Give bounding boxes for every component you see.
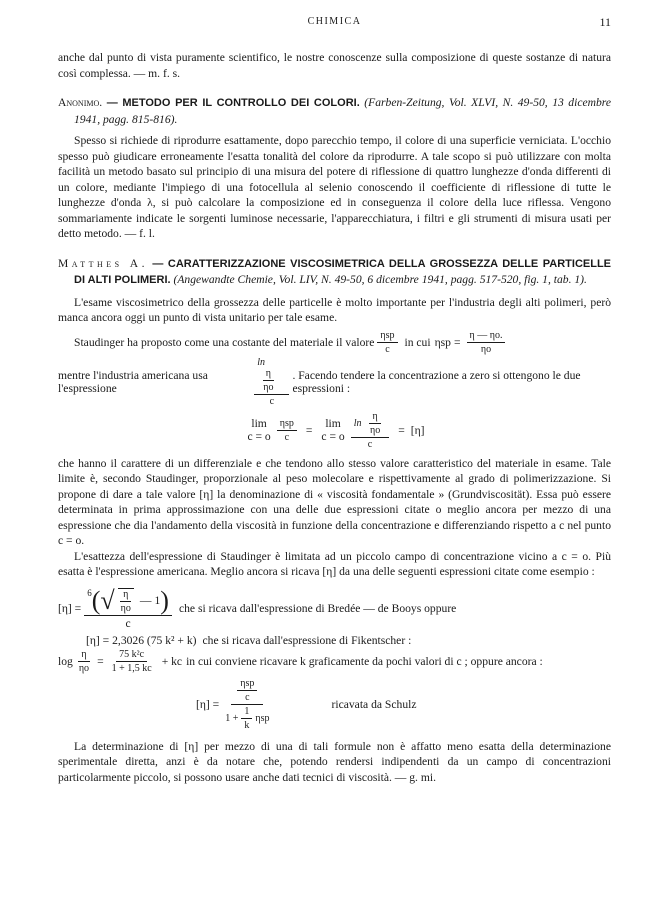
f1-text: che si ricava dall'espressione di Bredée — de Booys oppure: [178, 602, 457, 615]
article2-author: Matthes A.: [58, 256, 149, 270]
bracket-eta-eq: [η] =: [58, 602, 82, 615]
fraction-eta-sp-over-c: [237, 678, 257, 703]
running-head: [58, 0, 611, 36]
article1-body: Spesso si richiede di riprodurre esattamente, dopo parecchio tempo, il colore di una superficie verniciata. L'occhio spesso può giudicare erroneamente l'esatta tonalità del colore da riprodurre. A tale scopo si può utilizzare con molta facilità un metodo basato sul principio di una misura del potere di riflessione di quattro lunghezze d'onda differenti di un colore, mediante l'impiego di una fotocellula al selenio conoscendo il coefficiente di riflessione di tutte le lunghezze d'onda λ, si può calcolare la composizione ed in conseguenza il colore della luce riflessa. Vengono sommariamente indicate le sorgenti luminose necessarie, l'apparecchiatura, i filtri e gli strumenti di misura usati per detto metodo. — f. l.: [58, 134, 611, 240]
f4-text: ricavata da Schulz: [331, 697, 417, 711]
frac-num: [84, 585, 172, 616]
frac-den: ηo: [78, 662, 90, 674]
equals-sign: =: [453, 335, 461, 349]
eta-sp-symbol: ηsp: [255, 712, 270, 724]
ln-symbol: ln: [257, 356, 266, 368]
frac-den: c: [125, 616, 131, 630]
frac-num: [231, 678, 263, 705]
frac-den: c: [367, 438, 373, 450]
article2-title: — CARATTERIZZAZIONE VISCOSIMETRICA DELLA GROSSEZZA DELLE PARTICELLE DI ALTI POLIMERI.: [74, 257, 611, 286]
frac-num: η: [263, 368, 274, 381]
radical-sign-icon: (√: [91, 585, 115, 615]
f3-text: in cui conviene ricavare k graficamente da pochi valori di c ; oppure ancora :: [186, 654, 543, 668]
limit-expressions: [58, 411, 611, 450]
frac-num: [351, 411, 390, 438]
frac-den: c: [245, 691, 250, 703]
fraction-eta-diff: [467, 330, 506, 355]
fraction-ln-eta: [254, 357, 289, 407]
p3-text-a: mentre l'industria americana usa l'espressione: [58, 368, 208, 395]
frac-num: η: [78, 649, 89, 662]
frac-num: η: [120, 589, 131, 602]
intro-paragraph: anche dal punto di vista puramente scientifico, le nostre conoscenze sulla composizione di queste sostanze di natura così complessa. — m. f. s.: [58, 51, 611, 80]
plus-kc: + kc: [161, 654, 183, 668]
frac-num: η: [369, 411, 380, 424]
american-expression-line: [58, 357, 611, 407]
fraction-eta-over-eta0: [367, 411, 383, 436]
article1-author: Anonimo.: [58, 96, 103, 109]
fraction-eta-sp-over-c-2: [277, 418, 297, 443]
equals-sign: =: [97, 654, 104, 668]
frac-den: [222, 705, 272, 731]
ln-symbol: ln: [353, 417, 362, 429]
root-index: 6: [87, 587, 92, 598]
article1-source: (Farben-Zeitung, Vol. XLVI, N. 49-50, 13 dicembre 1941, pagg. 815-816).: [74, 96, 612, 126]
article1-heading: [58, 95, 611, 127]
article2-p6: La determinazione di [η] per mezzo di una di tali formule non è affatto meno esatta della determinazione sperimentale diretta, anzi è da notare che, potendo rendersi indipendenti da un campo di concentrazioni particolarmente piccolo, si possono usare anche dati tecnici di viscosità. — g. mi.: [58, 739, 611, 784]
fraction-75k2c: [109, 649, 155, 674]
schulz-formula: [58, 678, 611, 731]
limit-2: [321, 417, 344, 443]
p2-text-b: in cui: [404, 335, 431, 349]
lim-label: lim: [251, 417, 267, 430]
article2-p5: L'esattezza dell'espressione di Staudinger è limitata ad un piccolo campo di concentrazione vicino a c = o. Più esatta è l'espressione americana. Meglio ancora si ricava [η] da una delle seguenti espressioni citate come esempio :: [58, 549, 611, 578]
close-paren-icon: ): [160, 585, 169, 615]
fraction-bredee: [84, 585, 172, 630]
one-plus: 1 +: [225, 712, 239, 724]
staudinger-line: [58, 330, 611, 355]
frac-num: η — ηo.: [467, 330, 506, 343]
p3-text-b: . Facendo tendere la concentrazione a zero si ottengono le due espressioni :: [292, 368, 581, 395]
frac-num: ηsp: [237, 678, 257, 691]
lim-cond: c = o: [247, 430, 271, 443]
intrinsic-viscosity-symbol: [η]: [410, 423, 425, 437]
article1-title: — METODO PER IL CONTROLLO DEI COLORI.: [106, 97, 360, 109]
bracket-eta-eq: [η] =: [196, 697, 220, 711]
p2-text-a: Staudinger ha proposto come una costante del materiale il valore: [74, 335, 375, 349]
limit-1: [247, 417, 270, 443]
one: 1: [154, 594, 161, 607]
bredee-formula: [58, 585, 611, 630]
frac-den: c: [284, 431, 290, 443]
frac-den: k: [244, 719, 250, 731]
fikentscher-line: [58, 634, 611, 647]
fraction-schulz: [222, 678, 272, 731]
fraction-eta-sp-over-c: [377, 330, 397, 355]
fraction-eta-over-eta0: [76, 649, 92, 674]
frac-den: ηo: [263, 381, 274, 393]
frac-num: [254, 357, 289, 395]
eta-sp-symbol: ηsp: [434, 335, 451, 349]
page-number: 11: [599, 15, 611, 29]
frac-den: ηo: [369, 424, 381, 436]
lim-cond: c = o: [321, 430, 345, 443]
fraction-eta-over-eta0: [260, 368, 276, 393]
lim-label: lim: [325, 417, 341, 430]
article2-p1: L'esame viscosimetrico della grossezza delle particelle è molto importante per l'industria degli alti polimeri, però manca ancora oggi un punto di vista unitario per tale esame.: [58, 295, 611, 324]
frac-den: ηo: [480, 343, 492, 355]
frac-den: ηo: [120, 602, 131, 614]
fraction-1-over-k: [241, 706, 252, 731]
log-label: log: [58, 654, 73, 668]
article2-source: (Angewandte Chemie, Vol. LIV, N. 49-50, 6 dicembre 1941, pagg. 517-520, fig. 1, tab. 1).: [173, 273, 587, 286]
f2-text: che si ricava dall'espressione di Fikentscher :: [202, 633, 412, 647]
equals-sign: =: [305, 423, 313, 437]
frac-num: 75 k²c: [116, 649, 147, 662]
minus-sign: —: [139, 594, 152, 607]
equals-sign: =: [398, 423, 405, 437]
frac-num: ηsp: [377, 330, 397, 343]
log-formula: [58, 649, 611, 674]
running-head-title: CHIMICA: [307, 16, 362, 27]
frac-den: c: [385, 343, 390, 355]
article2-heading: [58, 256, 611, 289]
f2-eq: [η] = 2,3026 (75 k² + k): [86, 633, 197, 647]
frac-den: 1 + 1,5 kc: [111, 662, 152, 674]
fraction-eta-over-eta0: [118, 588, 134, 614]
article2-p4: che hanno il carattere di un differenziale e che tendono allo stesso valore caratteristico del materiale in esame. Tale limite è, secondo Staudinger, proporzionale al peso molecolare e rispettivamente al grado di polimerizzazione. Si propone di dare a tale valore [η] la denominazione di « viscosità fondamentale » (Grundviscosität). Essa può essere determinata in prima approssimazione con una delle due espressioni citate o meglio ancora per mezzo di una espressione che dia l'andamento della viscosità in funzione della concentrazione e differenziando rispetto a c nel punto c = o.: [58, 456, 611, 547]
frac-num: 1: [241, 706, 252, 719]
frac-num: ηsp: [277, 418, 297, 431]
frac-den: c: [269, 395, 275, 407]
fraction-ln-eta-2: [351, 411, 390, 450]
